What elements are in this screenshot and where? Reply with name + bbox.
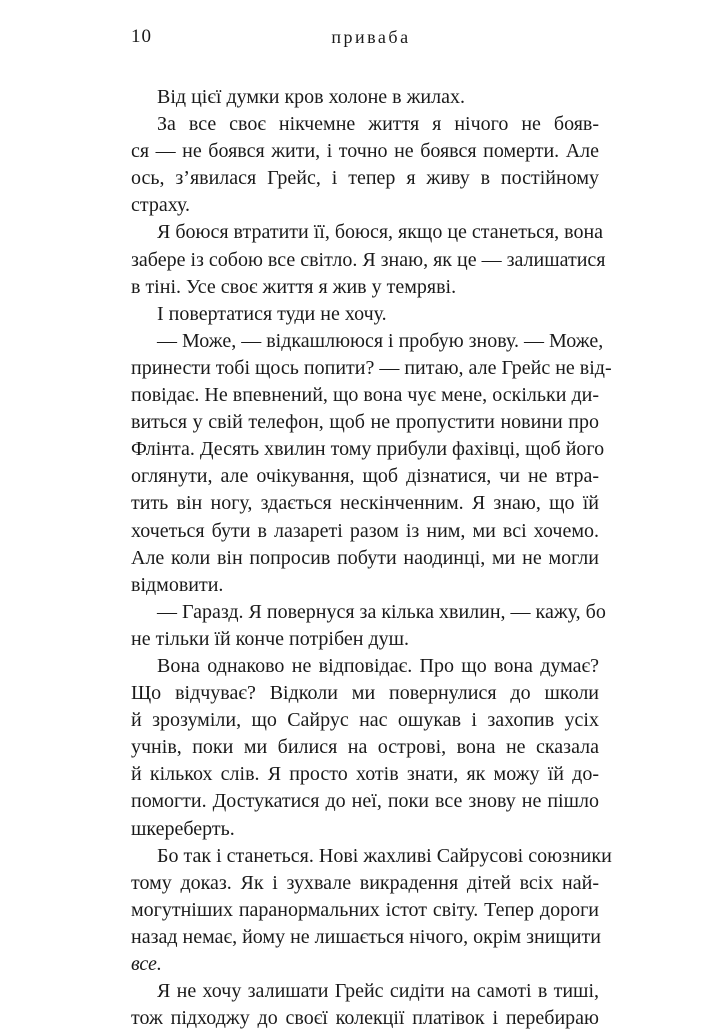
text-line: Бо так і станеться. Нові жахливі Сайрусові союзники [157,844,612,867]
paragraph [131,111,599,219]
text-line: — Може, — відкашлююся і пробую знову. — Може, [157,329,604,352]
paragraph [131,301,599,328]
text-line: учнів, поки ми билися на острові, вона не сказала [131,736,599,759]
text-line: помогти. Достукатися до неї, поки все знову не пішло [131,790,599,813]
text-line: І повертатися туди не хочу. [157,302,387,325]
text-line: тить він ногу, здається нескінченним. Я знаю, що їй [131,492,599,515]
paragraph [131,219,606,300]
text-line: в тіні. Усе своє життя я жив у темряві. [131,275,457,298]
text-line: й зрозуміли, що Сайрус нас ошукав і захопив усіх [131,709,599,732]
text-line: могутніших паранормальних істот світу. Тепер дороги [131,898,599,921]
text-line [131,951,599,978]
text-line: й кількох слів. Я просто хотів знати, як можу їй до- [131,763,599,786]
text-line: Вона однаково не відповідає. Про що вона думає? [157,654,599,677]
text-line: хочеться бути в лазареті разом із ним, ми всі хочемо. [131,519,599,542]
text-line: принести тобі щось попити? — питаю, але Грейс не від- [131,356,612,379]
text-line: За все своє нікчемне життя я нічого не бояв- [157,113,599,136]
text-line: ось, з’явилася Грейс, і тепер я живу в постійному [131,167,599,190]
running-head [131,22,599,52]
page-number: 10 [131,26,152,47]
text-line: відмовити. [131,573,224,596]
italic-word: все. [131,953,162,975]
text-line: Я боюся втратити її, боюся, якщо це станеться, вона [157,221,604,244]
text-line: повідає. Не впевнений, що вона чує мене, оскільки ди- [131,384,599,407]
text-line: тож підходжу до своєї колекції платівок і перебираю [131,1007,599,1030]
text-line: — Гаразд. Я повернуся за кілька хвилин, — кажу, бо [157,600,606,623]
text-line: ся — не боявся жити, і точно не боявся померти. Але [131,140,599,163]
paragraph [131,84,599,111]
text-line: Флінта. Десять хвилин тому прибули фахівці, щоб його [131,438,605,461]
text-line: оглянути, але очікування, щоб дізнатися, чи не втра- [131,465,599,488]
book-title: приваба [331,27,411,47]
paragraph [131,653,599,843]
text-line: забере із собою все світло. Я знаю, як це — залишатися [131,248,606,271]
text-line: страху. [131,194,190,217]
text-line: тому доказ. Як і зухвале викрадення дітей всіх най- [131,871,599,894]
text-line: виться у свій телефон, щоб не пропустити новини про [131,411,599,434]
paragraph [131,599,606,653]
paragraph [131,843,612,978]
text-line: назад немає, йому не лишається нічого, окрім знищити [131,925,601,948]
text-line: Але коли він попросив побути наодинці, ми не могли [131,546,599,569]
body-text [131,84,612,1032]
text-line: Я не хочу залишати Грейс сидіти на самоті в тиші, [157,980,599,1003]
paragraph [131,328,612,599]
text-line: не тільки їй конче потрібен душ. [131,627,410,650]
text-line: шкереберть. [131,817,235,840]
paragraph [131,978,599,1032]
text-line: Що відчуває? Відколи ми повернулися до школи [131,682,599,705]
text-line: Від цієї думки кров холоне в жилах. [157,86,465,108]
